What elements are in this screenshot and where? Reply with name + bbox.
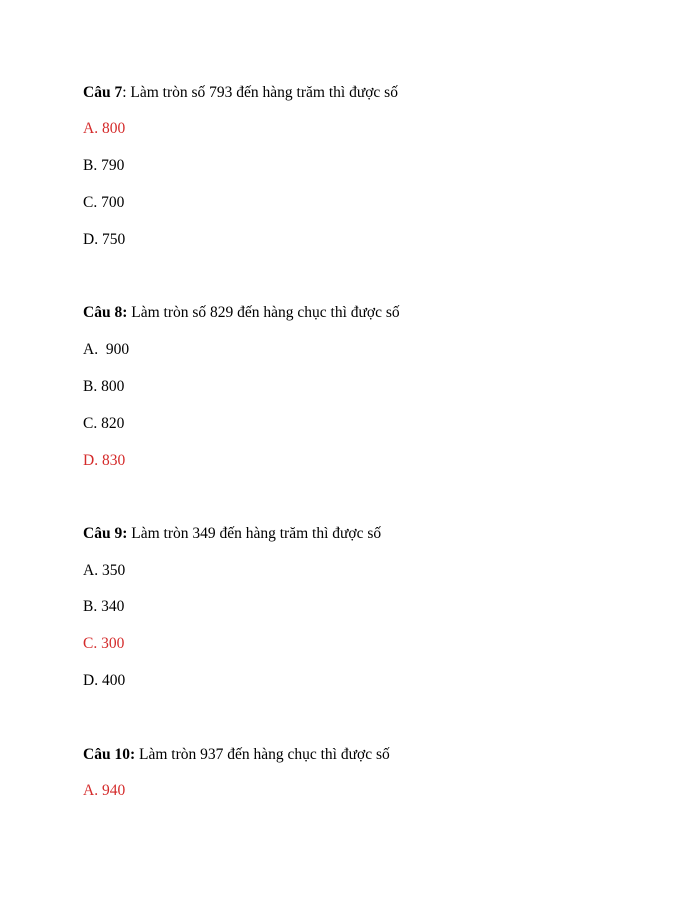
question-8-option-d: D. 830 — [83, 452, 126, 469]
question-9-option-d: D. 400 — [83, 672, 126, 689]
question-7-separator: : — [122, 84, 127, 101]
question-7-label: Câu 7 — [83, 84, 123, 101]
question-8-option-b: B. 800 — [83, 378, 125, 395]
question-7-text: Làm tròn số 793 đến hàng trăm thì được số — [126, 84, 398, 101]
question-8-heading — [83, 303, 400, 323]
question-7-option-c: C. 700 — [83, 194, 125, 211]
question-10-option-a: A. 940 — [83, 782, 126, 799]
question-10-heading — [83, 745, 390, 765]
question-8-label: Câu 8: — [83, 304, 128, 321]
question-9-option-b: B. 340 — [83, 598, 125, 615]
question-9-heading — [83, 524, 381, 544]
question-7-heading — [83, 83, 398, 103]
question-8-text: Làm tròn số 829 đến hàng chục thì được số — [127, 304, 400, 321]
question-10-label: Câu 10: — [83, 746, 136, 763]
question-9-text: Làm tròn 349 đến hàng trăm thì được số — [127, 525, 382, 542]
question-10-text: Làm tròn 937 đến hàng chục thì được số — [135, 746, 390, 763]
question-7-option-d: D. 750 — [83, 231, 126, 248]
question-7-option-a: A. 800 — [83, 120, 126, 137]
question-8-option-c: C. 820 — [83, 415, 125, 432]
question-9-option-c: C. 300 — [83, 635, 125, 652]
question-9-option-a: A. 350 — [83, 562, 126, 579]
question-8-option-a: A. 900 — [83, 341, 130, 358]
question-9-label: Câu 9: — [83, 525, 128, 542]
question-7-option-b: B. 790 — [83, 157, 125, 174]
